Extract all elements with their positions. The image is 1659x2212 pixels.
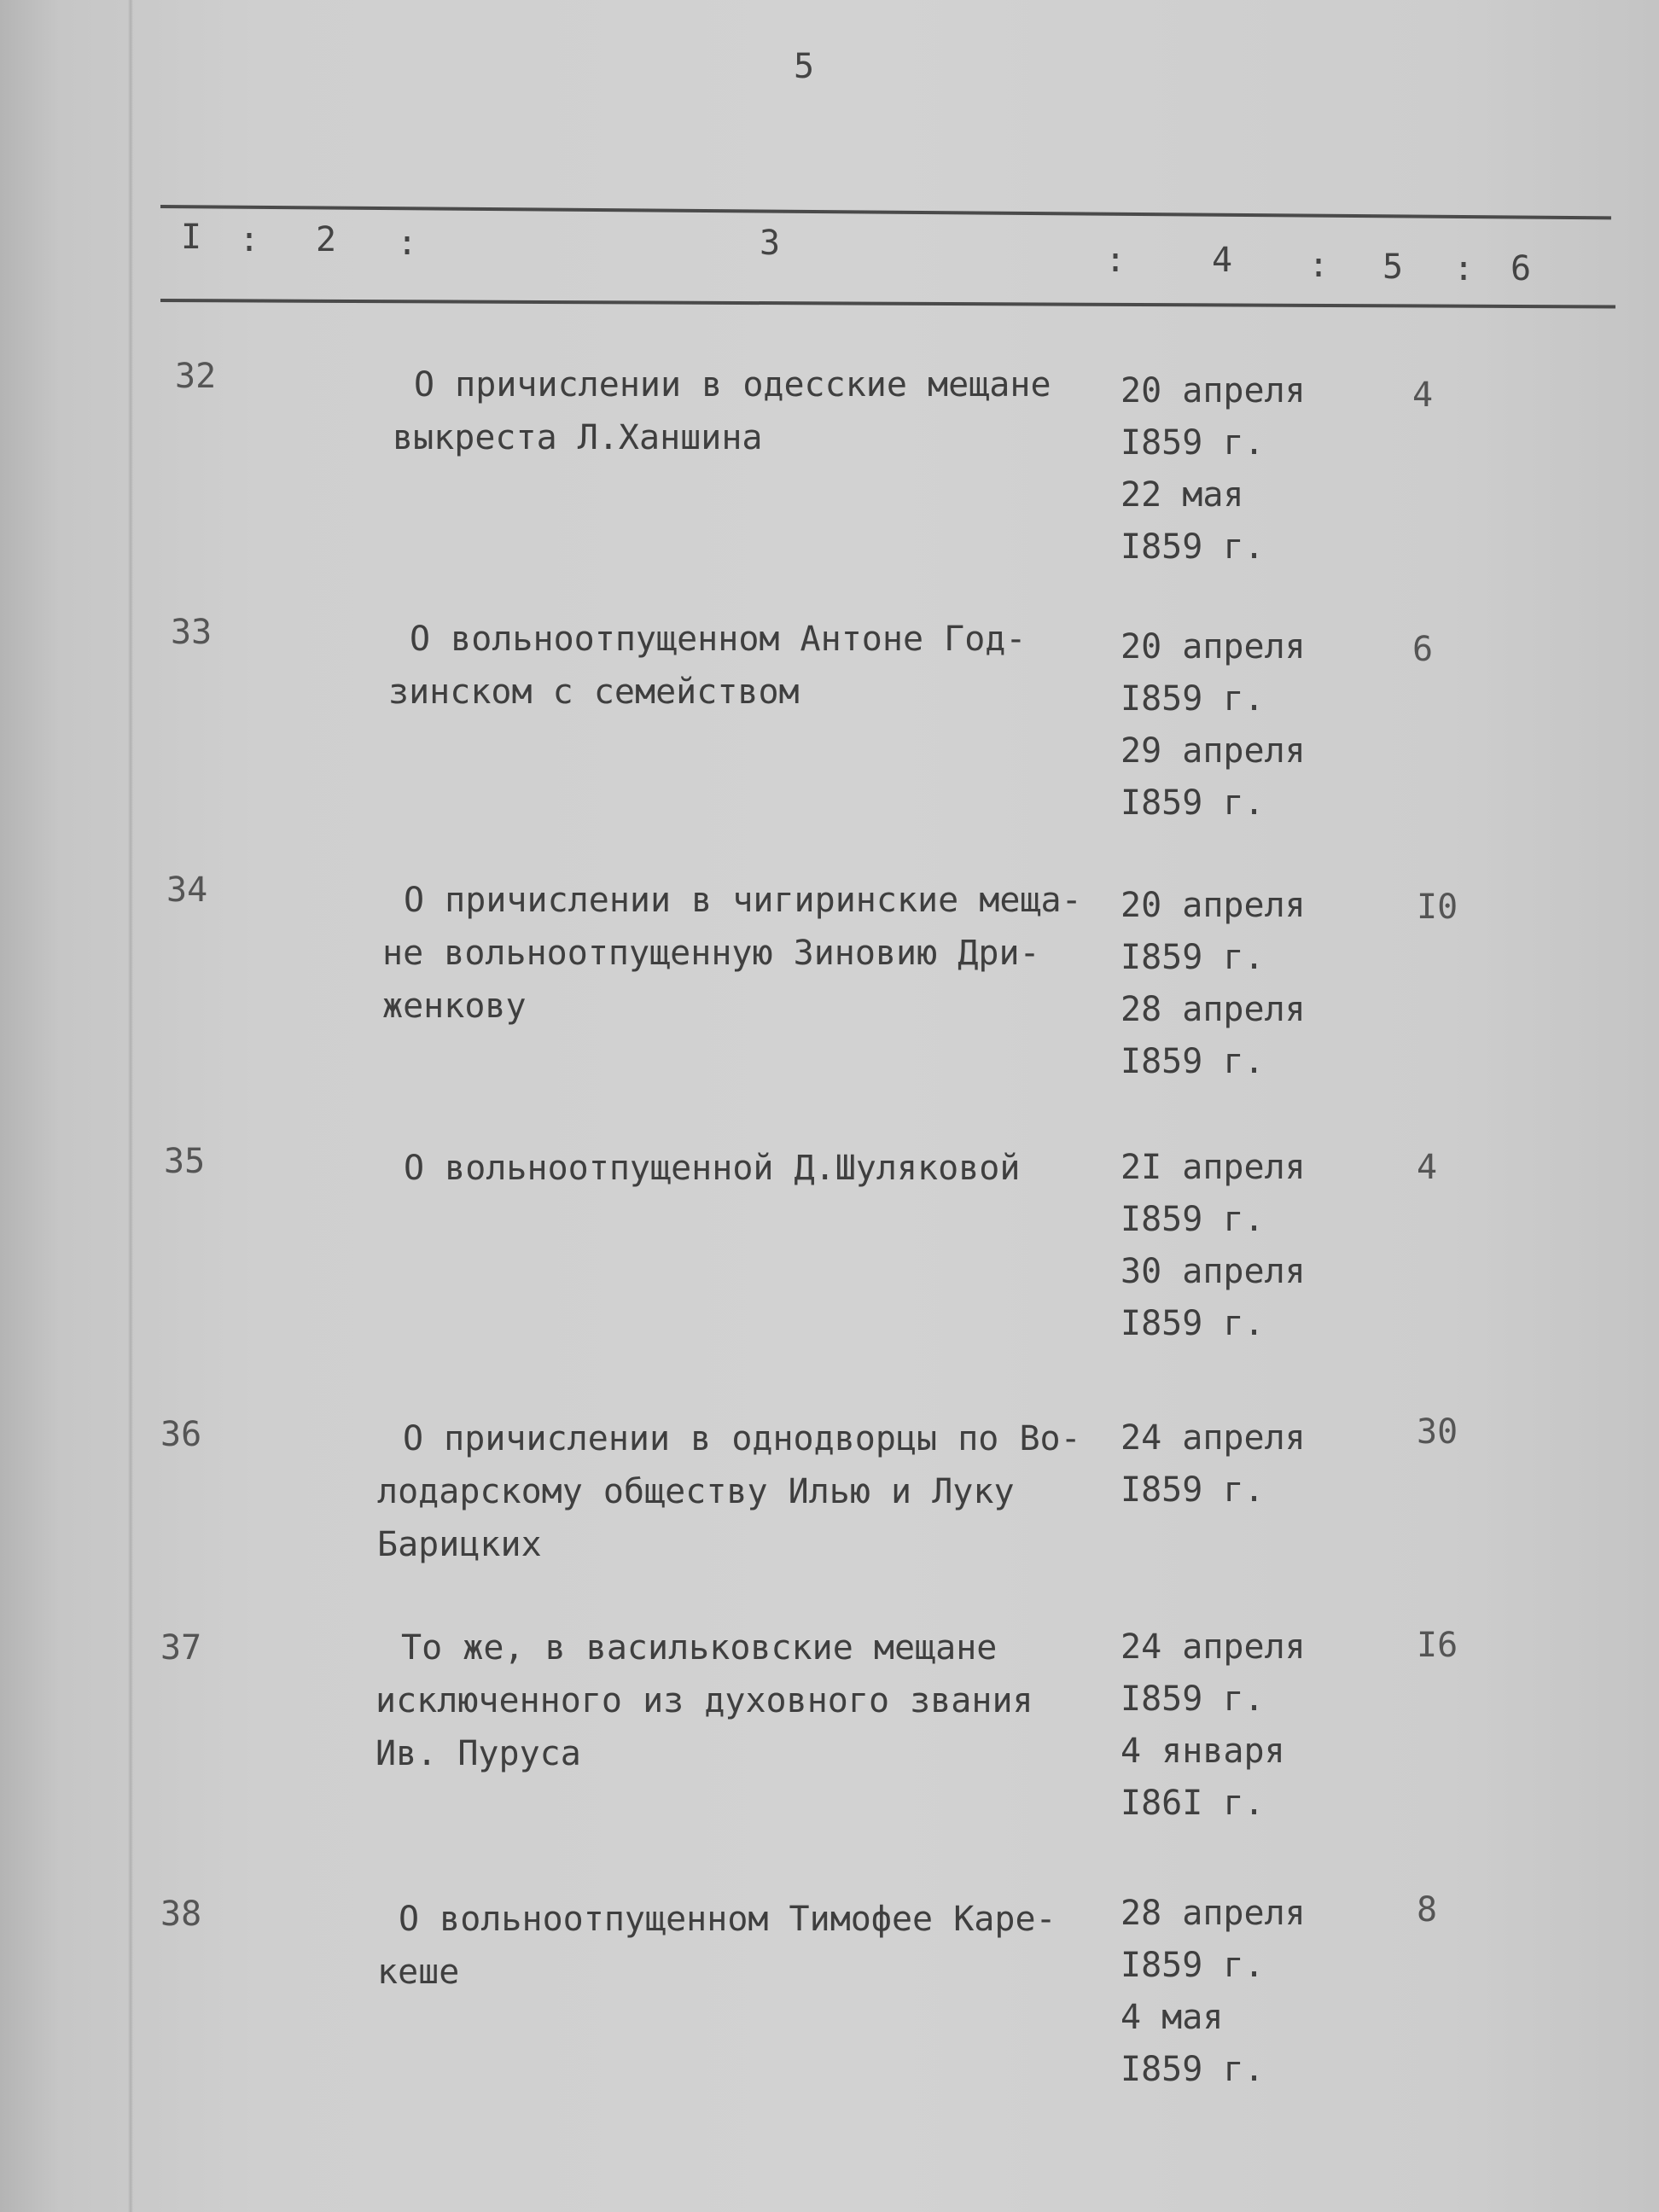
header-separator: :: [239, 220, 260, 259]
row-number: 34: [166, 870, 208, 910]
row-date-end-year: I859 г.: [1121, 1042, 1265, 1081]
row-dates: [1121, 1412, 1306, 1516]
row-title-line: О причислении в одесские мещане: [414, 365, 1051, 405]
header-col-6: 6: [1511, 249, 1532, 288]
row-title: [393, 358, 1109, 464]
row-date-start: 24 апреля: [1121, 1418, 1306, 1458]
row-title-line: О причислении в однодворцы по Во-: [403, 1419, 1081, 1458]
row-dates: [1121, 621, 1306, 830]
row-date-start: 28 апреля: [1121, 1894, 1306, 1933]
row-title-line: То же, в васильковские мещане: [401, 1628, 998, 1668]
row-date-start-year: I859 г.: [1121, 1679, 1265, 1719]
row-title-line: не вольноотпущенную Зиновию Дри-: [382, 934, 1040, 973]
row-sheet-count: 4: [1417, 1148, 1438, 1187]
row-date-end: 22 мая: [1121, 475, 1244, 515]
header-col-3: 3: [760, 224, 781, 263]
row-title-line: женкову: [382, 987, 527, 1026]
row-date-end-year: I86I г.: [1121, 1784, 1265, 1823]
row-date-end: 4 января: [1121, 1732, 1285, 1771]
row-title-line: кеше: [377, 1953, 460, 1992]
row-number: 33: [171, 613, 212, 652]
row-date-start-year: I859 г.: [1121, 1946, 1265, 1985]
row-title-line: зинском с семейством: [388, 672, 800, 712]
row-title-line: Барицких: [377, 1525, 542, 1564]
row-number: 35: [164, 1142, 206, 1181]
row-date-start-year: I859 г.: [1121, 423, 1265, 463]
row-title-line: О причислении в чигиринские меща-: [404, 881, 1082, 920]
row-title-line: О вольноотпущенной Д.Шуляковой: [404, 1149, 1021, 1188]
header-col-2: 2: [316, 220, 337, 259]
row-sheet-count: 8: [1417, 1890, 1438, 1930]
row-dates: [1121, 880, 1306, 1088]
row-sheet-count: I0: [1417, 888, 1458, 927]
header-separator: :: [1453, 249, 1475, 288]
row-date-start-year: I859 г.: [1121, 679, 1265, 719]
table-header-top-rule: [160, 205, 1611, 219]
row-dates: [1121, 1142, 1306, 1350]
page-number: 5: [794, 47, 815, 86]
header-col-5: 5: [1382, 247, 1404, 287]
row-date-end-year: I859 г.: [1121, 527, 1265, 567]
header-separator: :: [397, 224, 418, 263]
row-date-start: 20 апреля: [1121, 886, 1306, 925]
row-date-end: 4 мая: [1121, 1998, 1224, 2037]
row-dates: [1121, 365, 1306, 573]
header-col-4: 4: [1212, 241, 1233, 280]
row-number: 32: [175, 357, 217, 396]
row-date-end-year: I859 г.: [1121, 783, 1265, 823]
row-date-start: 20 апреля: [1121, 627, 1306, 667]
row-title-line: Ив. Пуруса: [375, 1734, 581, 1773]
row-date-start: 20 апреля: [1121, 371, 1306, 410]
row-title: [377, 1412, 1137, 1571]
row-title: [388, 613, 1105, 719]
row-date-start: 2I апреля: [1121, 1148, 1306, 1187]
row-title-line: О вольноотпущенном Тимофее Каре-: [399, 1900, 1057, 1939]
row-number: 37: [160, 1628, 202, 1668]
row-date-end: 29 апреля: [1121, 731, 1306, 771]
row-number: 38: [160, 1895, 202, 1934]
row-date-end-year: I859 г.: [1121, 1304, 1265, 1343]
row-title: [375, 1621, 1092, 1780]
row-title-line: лодарскому обществу Илью и Луку: [377, 1472, 1015, 1511]
page-fold-shadow: [128, 0, 133, 2212]
row-date-start: 24 апреля: [1121, 1627, 1306, 1667]
row-title-line: исключенного из духовного звания: [375, 1681, 1033, 1720]
row-dates: [1121, 1888, 1306, 2096]
row-date-end-year: I859 г.: [1121, 2050, 1265, 2089]
row-sheet-count: 6: [1412, 630, 1434, 669]
row-date-start-year: I859 г.: [1121, 1200, 1265, 1239]
header-col-1: I: [181, 218, 202, 257]
row-title-line: выкреста Л.Ханшина: [393, 418, 763, 457]
row-title: [382, 1142, 1099, 1195]
row-date-end: 28 апреля: [1121, 990, 1306, 1029]
row-number: 36: [160, 1415, 202, 1454]
row-date-start-year: I859 г.: [1121, 938, 1265, 977]
row-date-end: 30 апреля: [1121, 1252, 1306, 1291]
row-title: [377, 1893, 1094, 1999]
header-separator: :: [1105, 241, 1126, 280]
header-separator: :: [1308, 246, 1330, 285]
row-sheet-count: I6: [1417, 1626, 1458, 1665]
row-title-line: О вольноотпущенном Антоне Год-: [410, 620, 1027, 659]
row-sheet-count: 30: [1417, 1412, 1458, 1452]
row-title: [382, 874, 1133, 1033]
row-dates: [1121, 1621, 1306, 1830]
row-date-start-year: I859 г.: [1121, 1470, 1265, 1510]
row-sheet-count: 4: [1412, 375, 1434, 415]
table-header-bottom-rule: [160, 299, 1615, 308]
